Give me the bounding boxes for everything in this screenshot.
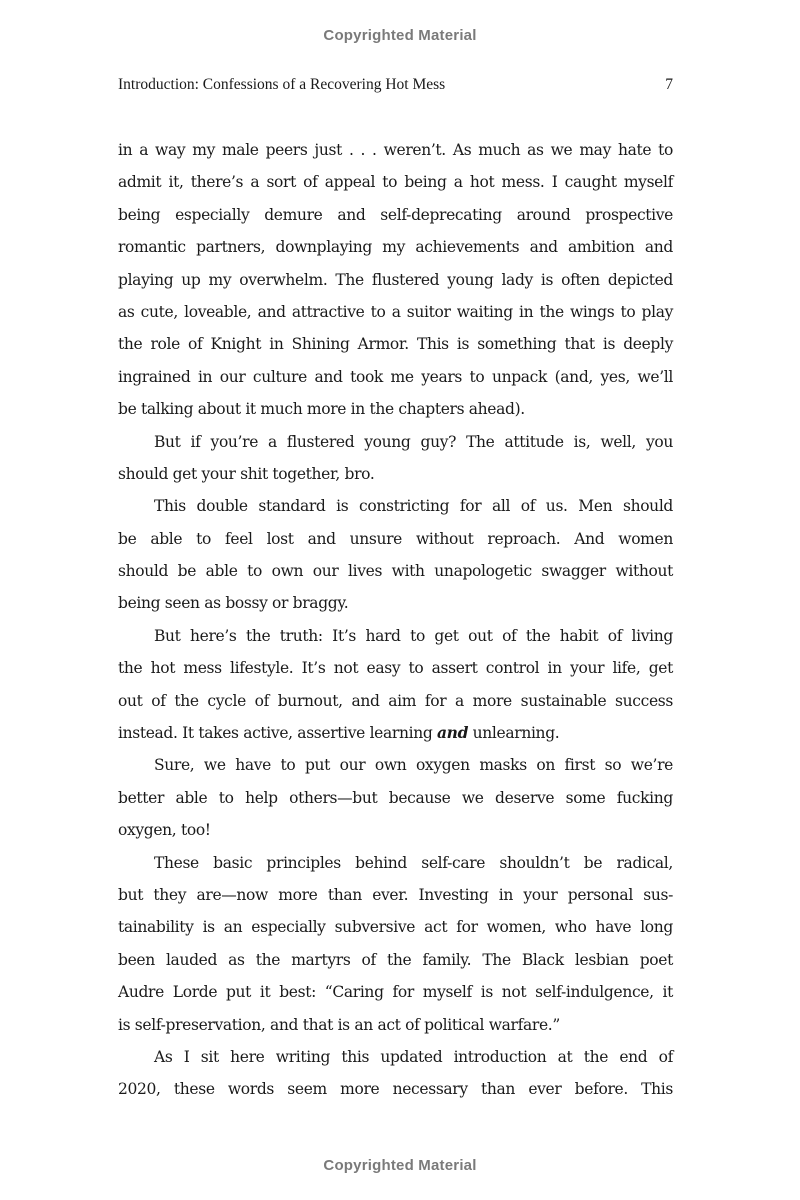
chapter-title: Introduction: Confessions of a Recovering Hot Mess <box>118 76 446 93</box>
text-line: These basic principles behind self-care shouldn’t be radical, <box>154 853 673 872</box>
copyright-watermark-bottom: Copyrighted Material <box>323 1157 477 1174</box>
text-line: oxygen, too! <box>118 821 211 840</box>
text-line: As I sit here writing this updated introduction at the end of <box>154 1047 673 1066</box>
text-line: This double standard is constricting for all of us. Men should <box>154 497 673 516</box>
text-line: Audre Lorde put it best: “Caring for myself is not self-indulgence, it <box>118 983 673 1002</box>
text-line: better able to help others—but because we deserve some fucking <box>118 788 673 807</box>
text-line: as cute, loveable, and attractive to a suitor waiting in the wings to play <box>118 302 673 321</box>
text-line: tainability is an especially subversive act for women, who have long <box>118 918 673 937</box>
text-line: in a way my male peers just . . . weren’t. As much as we may hate to <box>118 141 673 159</box>
text-line: ingrained in our culture and took me years to unpack (and, yes, we’ll <box>118 367 673 386</box>
text-line: been lauded as the martyrs of the family. The Black lesbian poet <box>118 950 673 969</box>
text-line: being seen as bossy or braggy. <box>118 594 349 613</box>
text-line: is self-preservation, and that is an act of political warfare.” <box>118 1015 560 1034</box>
text-line: playing up my overwhelm. The flustered young lady is often depicted <box>118 270 673 289</box>
text-line: the hot mess lifestyle. It’s not easy to assert control in your life, get <box>118 659 673 678</box>
text-line: But here’s the truth: It’s hard to get out of the habit of living <box>154 626 673 645</box>
page-number: 7 <box>665 76 673 93</box>
text-line: the role of Knight in Shining Armor. This is something that is deeply <box>118 335 673 354</box>
text-line: 2020, these words seem more necessary than ever before. This <box>118 1080 673 1099</box>
text-line: admit it, there’s a sort of appeal to being a hot mess. I caught myself <box>118 173 673 192</box>
text-line: should get your shit together, bro. <box>118 464 375 483</box>
text-line: Sure, we have to put our own oxygen masks on first so we’re <box>154 756 673 775</box>
text-fragment: instead. It takes active, assertive learning <box>118 724 433 743</box>
text-line: being especially demure and self-deprecating around prospective <box>118 205 673 224</box>
text-line: but they are—now more than ever. Investing in your personal sus- <box>118 885 673 904</box>
text-fragment: unlearning. <box>472 724 560 743</box>
text-line: should be able to own our lives with unapologetic swagger without <box>118 562 673 581</box>
text-line: be talking about it much more in the chapters ahead). <box>118 400 525 419</box>
running-header <box>118 76 673 98</box>
text-line: romantic partners, downplaying my achievements and ambition and <box>118 238 673 257</box>
emphasis-and: and <box>436 723 469 743</box>
text-line <box>118 717 673 749</box>
copyright-watermark-top: Copyrighted Material <box>323 27 477 44</box>
text-line: out of the cycle of burnout, and aim for a more sustainable success <box>118 691 673 710</box>
text-line: But if you’re a flustered young guy? The attitude is, well, you <box>154 432 673 451</box>
text-line: be able to feel lost and unsure without reproach. And women <box>118 529 673 548</box>
body-text <box>118 134 673 1106</box>
